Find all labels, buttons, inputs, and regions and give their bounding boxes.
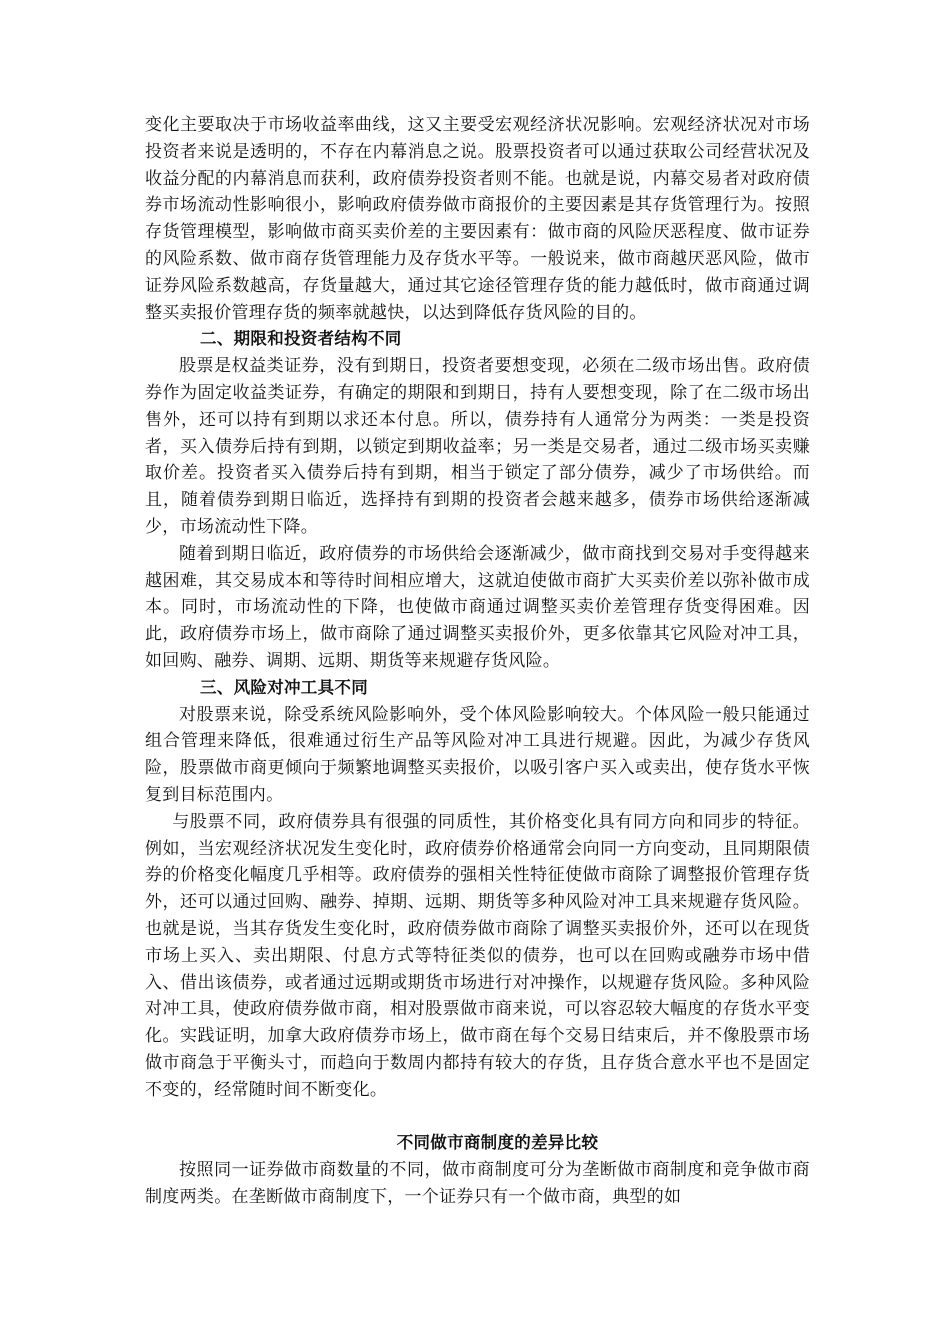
paragraph-maturity-spread: 随着到期日临近，政府债券的市场供给会逐渐减少，做市商找到交易对手变得越来越困难，其交易成本和等待时间相应增大，这就迫使做市商扩大买卖价差以弥补做市成本。同时，市场流动性的下降，也使做市商通过调整买卖价差管理存货变得困难。因此，政府债券市场上，做市商除了通过调整买卖报价外，更多依靠其它风险对冲工具，如回购、融券、调期、远期、期货等来规避存货风险。 — [145, 543, 810, 671]
paragraph-maturity-investors: 股票是权益类证券，没有到期日，投资者要想变现，必须在二级市场出售。政府债券作为固定收益类证券，有确定的期限和到期日，持有人要想变现，除了在二级市场出售外，还可以持有到期以求还本付息。所以，债券持有人通常分为两类：一类是投资者，买入债券后持有到期，以锁定到期收益率；另一类是交易者，通过二级市场买卖赚取价差。投资者买入债券后持有到期，相当于锁定了部分债券，减少了市场供给。而且，随着债券到期日临近，选择持有到期的投资者会越来越多，债券市场供给逐渐减少，市场流动性下降。 — [145, 356, 810, 537]
paragraph-bond-hedging: 与股票不同，政府债券具有很强的同质性，其价格变化具有同方向和同步的特征。例如，当宏观经济状况发生变化时，政府债券价格通常会向同一方向变动，且同期限债券的价格变化幅度几乎相等。政府债券的强相关性特征使做市商除了调整报价管理存货外，还可以通过回购、融券、掉期、远期、期货等多种风险对冲工具来规避存货风险。也就是说，当其存货发生变化时，政府债券做市商除了调整买卖报价外，还可以在现货市场上买入、卖出期限、付息方式等特征类似的债券，也可以在回购或融券市场中借入、借出该债券，或者通过远期或期货市场进行对冲操作，以规避存货风险。多种风险对冲工具，使政府债券做市商，相对股票做市商来说，可以容忍较大幅度的存货水平变化。实践证明，加拿大政府债券市场上，做市商在每个交易日结束后，并不像股票市场做市商急于平衡头寸，而趋向于数周内都持有较大的存货，且存货合意水平也不是固定不变的，经常随时间不断变化。 — [145, 811, 810, 1100]
blank-line — [145, 1103, 810, 1130]
document-page — [145, 112, 810, 1211]
section-heading-maturity: 二、期限和投资者结构不同 — [200, 329, 402, 349]
paragraph-stock-hedging: 对股票来说，除受系统风险影响外，受个体风险影响较大。个体风险一般只能通过组合管理来降低，很难通过衍生产品等风险对冲工具进行规避。因此，为减少存货风险，股票做市商更倾向于频繁地调整买卖报价，以吸引客户买入或卖出，使存货水平恢复到目标范围内。 — [145, 704, 810, 805]
paragraph-inventory-management: 变化主要取决于市场收益率曲线，这又主要受宏观经济状况影响。宏观经济状况对市场投资者来说是透明的，不存在内幕消息之说。股票投资者可以通过获取公司经营状况及收益分配的内幕消息而获利，政府债券投资者则不能。也就是说，内幕交易者对政府债券市场流动性影响很小，影响政府债券做市商报价的主要因素是其存货管理行为。按照存货管理模型，影响做市商买卖价差的主要因素有：做市商的风险厌恶程度、做市证券的风险系数、做市商存货管理能力及存货水平等。一般说来，做市商越厌恶风险，做市证券风险系数越高，存货量越大，通过其它途径管理存货的能力越低时，做市商通过调整买卖报价管理存货的频率就越快，以达到降低存货风险的目的。 — [145, 115, 810, 323]
section-heading-hedging: 三、风险对冲工具不同 — [200, 677, 368, 697]
section-title-comparison: 不同做市商制度的差异比较 — [396, 1133, 599, 1153]
paragraph-market-maker-types: 按照同一证券做市商数量的不同，做市商制度可分为垄断做市商制度和竞争做市商制度两类。在垄断做市商制度下，一个证券只有一个做市商，典型的如 — [145, 1160, 810, 1207]
